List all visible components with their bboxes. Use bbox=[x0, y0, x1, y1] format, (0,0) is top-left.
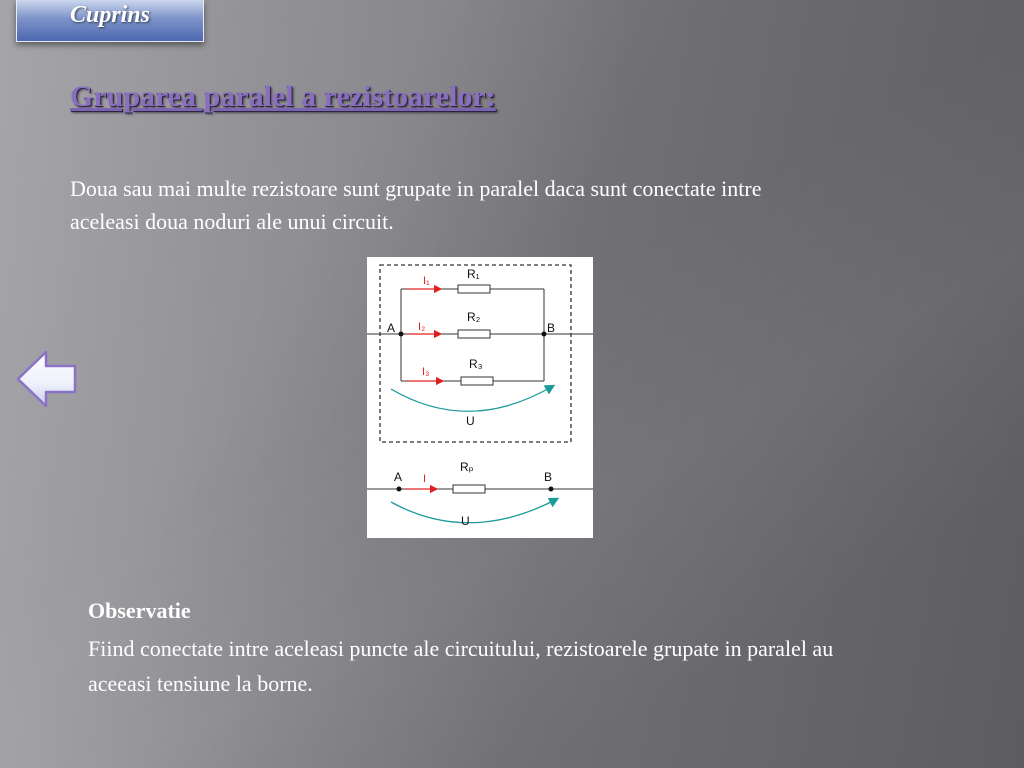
current-i-label: I bbox=[423, 473, 427, 485]
voltage-arrow bbox=[391, 386, 553, 411]
equivalent-node-b-label: B bbox=[544, 470, 553, 484]
equivalent-voltage-label: U bbox=[461, 514, 470, 528]
cuprins-button[interactable] bbox=[16, 0, 204, 42]
resistor-r1-label: R₁ bbox=[467, 267, 480, 281]
equivalent-node-b bbox=[549, 487, 554, 492]
current-i2-label: I₂ bbox=[418, 321, 426, 333]
node-a bbox=[399, 332, 404, 337]
resistor-r1 bbox=[458, 285, 490, 293]
equivalent-node-a-label: A bbox=[394, 470, 403, 484]
current-i3-label: I₃ bbox=[422, 366, 430, 378]
page-title: Gruparea paralel a rezistoarelor: bbox=[70, 80, 496, 113]
resistor-r2 bbox=[458, 330, 490, 338]
resistor-rp-label: Rₚ bbox=[460, 460, 474, 474]
node-b-label: B bbox=[547, 321, 556, 335]
current-i1-label: I₁ bbox=[423, 275, 430, 287]
intro-text: Doua sau mai multe rezistoare sunt grupate in paralel daca sunt conectate intre aceleasi doua noduri ale unui circuit. bbox=[70, 176, 762, 234]
resistor-r3-label: R₃ bbox=[469, 357, 483, 371]
resistor-r3 bbox=[461, 377, 493, 385]
cuprins-label: Cuprins bbox=[69, 2, 151, 28]
node-a-label: A bbox=[387, 321, 396, 335]
circuit-diagram bbox=[367, 257, 593, 538]
node-b bbox=[542, 332, 547, 337]
observation-title: Observatie bbox=[88, 598, 191, 623]
resistor-r2-label: R₂ bbox=[467, 310, 481, 324]
observation-text: Fiind conectate intre aceleasi puncte ale circuitului, rezistoarele grupate in paralel au aceeasi tensiune la borne. bbox=[88, 636, 834, 696]
resistor-rp bbox=[453, 485, 485, 493]
arrow-left-icon[interactable] bbox=[14, 346, 80, 412]
equivalent-node-a bbox=[397, 487, 402, 492]
voltage-label: U bbox=[466, 414, 475, 428]
equivalent-voltage-arrow bbox=[391, 499, 557, 523]
